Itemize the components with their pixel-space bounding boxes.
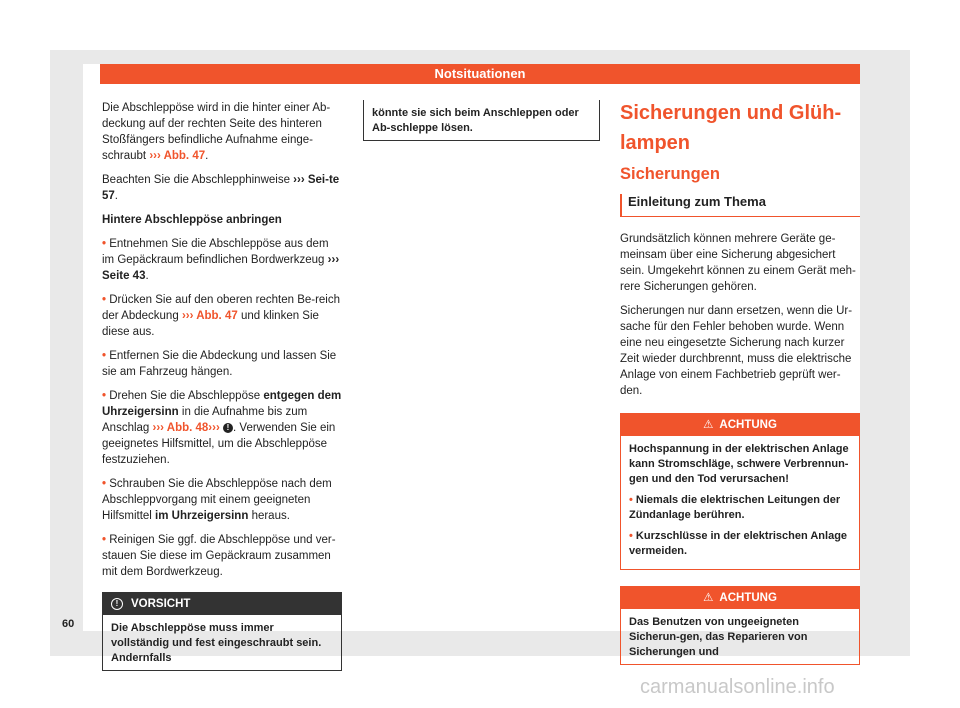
warning-box — [620, 586, 860, 665]
warning-box — [620, 413, 860, 570]
paragraph: Sicherungen nur dann ersetzen, wenn die Ur-sache für den Fehler behoben wurde. Wenn eine neu eingesetzte Sicherung nach kurzer Zeit wieder durchbrennt, muss die elektrische Anlage von einem Fachbetrieb geprüft wer-den. — [620, 305, 853, 397]
list-item: • Drücken Sie auf den oberen rechten Be-reich der Abdeckung ››› Abb. 47 und klinken Sie diese aus. — [102, 294, 341, 338]
bullet-icon: • — [102, 534, 107, 546]
column-left — [102, 100, 342, 679]
list-item: • Drehen Sie die Abschleppöse entgegen dem Uhrzeigersinn in die Aufnahme bis zum Anschlag ››› Abb. 48››› ! . Verwenden Sie ein geeignetes Hilfsmittel, um die Abschleppöse festzuziehen. — [102, 390, 342, 466]
column-right — [620, 100, 860, 673]
info-circle-icon: ! — [111, 598, 123, 610]
page-link-57[interactable]: ››› Sei-te 57 — [102, 174, 340, 202]
watermark: carmanualsonline.info — [640, 676, 835, 698]
paragraph-hint: Beachten Sie die Abschlepphinweise ››› Sei-te 57. — [102, 174, 340, 202]
warning-body: Hochspannung in der elektrischen Anlage kann Stromschläge, schwere Verbrennun-gen und den Tod verursachen! • Niemals die elektrischen Leitungen der Zündanlage berühren. • Kurzschlüsse in der elektrischen Anlage vermeiden. — [621, 436, 859, 569]
warning-body: Das Benutzen von ungeeigneten Sicherun-gen, das Reparieren von Sicherungen und — [629, 616, 808, 658]
warning-header: ⚠ ACHTUNG — [621, 414, 859, 436]
warning-triangle-icon: ⚠ — [703, 419, 714, 431]
bullet-icon: • — [102, 238, 107, 250]
figure-link-47[interactable]: ››› Abb. 47 — [181, 310, 238, 322]
notice-box — [102, 592, 342, 671]
page-number: 60 — [62, 618, 75, 630]
page-link-43[interactable]: ››› Seite 43 — [102, 254, 340, 282]
topic-title: Einleitung zum Thema — [620, 194, 860, 217]
list-item: • Schrauben Sie die Abschleppöse nach dem Abschleppvorgang mit einem geeigneten Hilfsmittel im Uhrzeigersinn heraus. — [102, 478, 332, 522]
notice-header: ! VORSICHT — [103, 593, 341, 615]
bullet-icon: • — [102, 294, 107, 306]
bullet-icon: • — [102, 350, 107, 362]
bullet-icon: • — [102, 390, 107, 402]
notice-body: Die Abschleppöse muss immer vollständig und fest eingeschraubt sein. Andernfalls — [111, 622, 322, 664]
notice-box-continued: könnte sie sich beim Anschleppen oder Ab-schleppe lösen. — [363, 100, 600, 141]
bullet-icon: • — [629, 530, 633, 542]
bullet-icon: • — [629, 494, 633, 506]
subheading: Hintere Abschleppöse anbringen — [102, 214, 282, 226]
section-banner: Notsituationen — [100, 64, 860, 84]
paragraph-intro: Die Abschleppöse wird in die hinter einer Ab-deckung auf der rechten Seite des hinteren Stoßfängers befindliche Aufnahme einge-schraubt ››› Abb. 47. — [102, 102, 331, 162]
chapter-title: Sicherungen und Glüh- lampen — [620, 102, 842, 154]
warning-triangle-icon: ⚠ — [703, 592, 714, 604]
list-item: • Reinigen Sie ggf. die Abschleppöse und ver-stauen Sie diese im Gepäckraum zusammen mit dem Bordwerkzeug. — [102, 534, 336, 578]
list-item: • Niemals die elektrischen Leitungen der Zündanlage berühren. — [629, 494, 841, 521]
list-item: • Entfernen Sie die Abdeckung und lassen Sie sie am Fahrzeug hängen. — [102, 350, 337, 378]
bullet-icon: • — [102, 478, 107, 490]
warning-header: ⚠ ACHTUNG — [621, 587, 859, 609]
figure-link-48[interactable]: ››› Abb. 48››› — [152, 422, 220, 434]
paragraph: Grundsätzlich können mehrere Geräte ge-meinsam über eine Sicherung abgesichert sein. Umgekehrt können zu einem Gerät meh-rere Sicherungen gehören. — [620, 233, 856, 293]
notice-marker-icon: ! — [223, 423, 233, 433]
column-middle — [363, 100, 600, 141]
figure-link-47[interactable]: ››› Abb. 47 — [149, 150, 206, 162]
list-item: • Kurzschlüsse in der elektrischen Anlage vermeiden. — [629, 530, 848, 557]
list-item: • Entnehmen Sie die Abschleppöse aus dem im Gepäckraum befindlichen Bordwerkzeug ››› Seite 43. — [102, 238, 340, 282]
section-title: Sicherungen — [620, 165, 720, 183]
